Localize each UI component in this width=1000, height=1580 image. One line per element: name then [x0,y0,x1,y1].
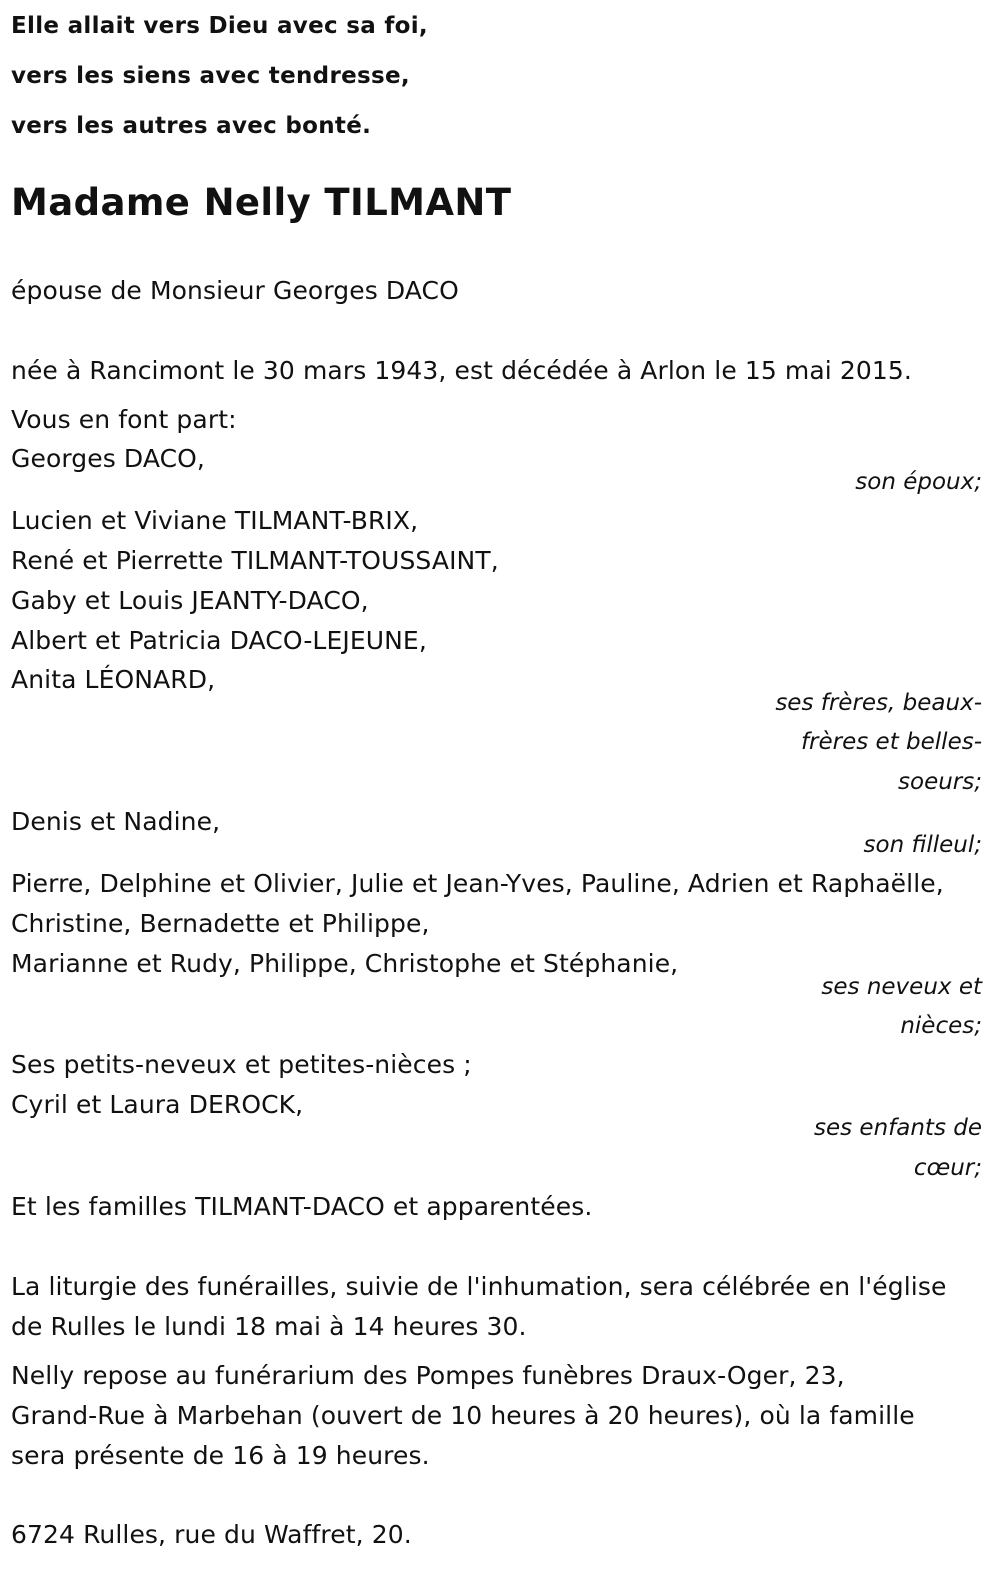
spouse-line: épouse de Monsieur Georges DACO [11,276,459,305]
relation-label: ses frères, beaux- [775,690,982,716]
family-name-line: Cyril et Laura DEROCK, [11,1090,304,1119]
verse-line: Elle allait vers Dieu avec sa foi, [11,13,428,39]
family-name-line: Anita LÉONARD, [11,665,216,694]
relation-label: ses neveux et [821,974,982,1000]
family-name-line: René et Pierrette TILMANT-TOUSSAINT, [11,546,499,575]
family-name-line: Christine, Bernadette et Philippe, [11,909,430,938]
relation-label: nièces; [900,1013,982,1039]
repose-line: Nelly repose au funérarium des Pompes funèbres Draux-Oger, 23, [11,1361,845,1390]
family-name-line: Georges DACO, [11,444,205,473]
deceased-name: Madame Nelly TILMANT [11,181,512,224]
address-line: 6724 Rulles, rue du Waffret, 20. [11,1520,412,1549]
relation-label: frères et belles- [800,729,982,755]
repose-line: sera présente de 16 à 19 heures. [11,1441,430,1470]
relation-label: son époux; [855,469,982,495]
family-name-line: Marianne et Rudy, Philippe, Christophe et Stéphanie, [11,949,679,978]
verse-line: vers les autres avec bonté. [11,113,372,139]
families-line: Et les familles TILMANT-DACO et apparentées. [11,1192,593,1221]
relation-label: soeurs; [898,769,982,795]
verse-line: vers les siens avec tendresse, [11,63,410,89]
birth-death-line: née à Rancimont le 30 mars 1943, est décédée à Arlon le 15 mai 2015. [11,356,912,385]
repose-line: Grand-Rue à Marbehan (ouvert de 10 heures à 20 heures), où la famille [11,1401,915,1430]
relation-label: cœur; [913,1155,982,1181]
family-name-line: Albert et Patricia DACO-LEJEUNE, [11,626,427,655]
intro-line: Vous en font part: [11,405,237,434]
family-name-line: Pierre, Delphine et Olivier, Julie et Jean-Yves, Pauline, Adrien et Raphaëlle, [11,869,944,898]
relation-label: ses enfants de [814,1115,982,1141]
family-name-line: Denis et Nadine, [11,807,221,836]
liturgy-line: de Rulles le lundi 18 mai à 14 heures 30. [11,1312,527,1341]
family-name-line: Gaby et Louis JEANTY-DACO, [11,586,369,615]
liturgy-line: La liturgie des funérailles, suivie de l'inhumation, sera célébrée en l'église [11,1272,947,1301]
relation-label: son filleul; [863,832,982,858]
family-name-line: Ses petits-neveux et petites-nièces ; [11,1050,472,1079]
family-name-line: Lucien et Viviane TILMANT-BRIX, [11,506,419,535]
